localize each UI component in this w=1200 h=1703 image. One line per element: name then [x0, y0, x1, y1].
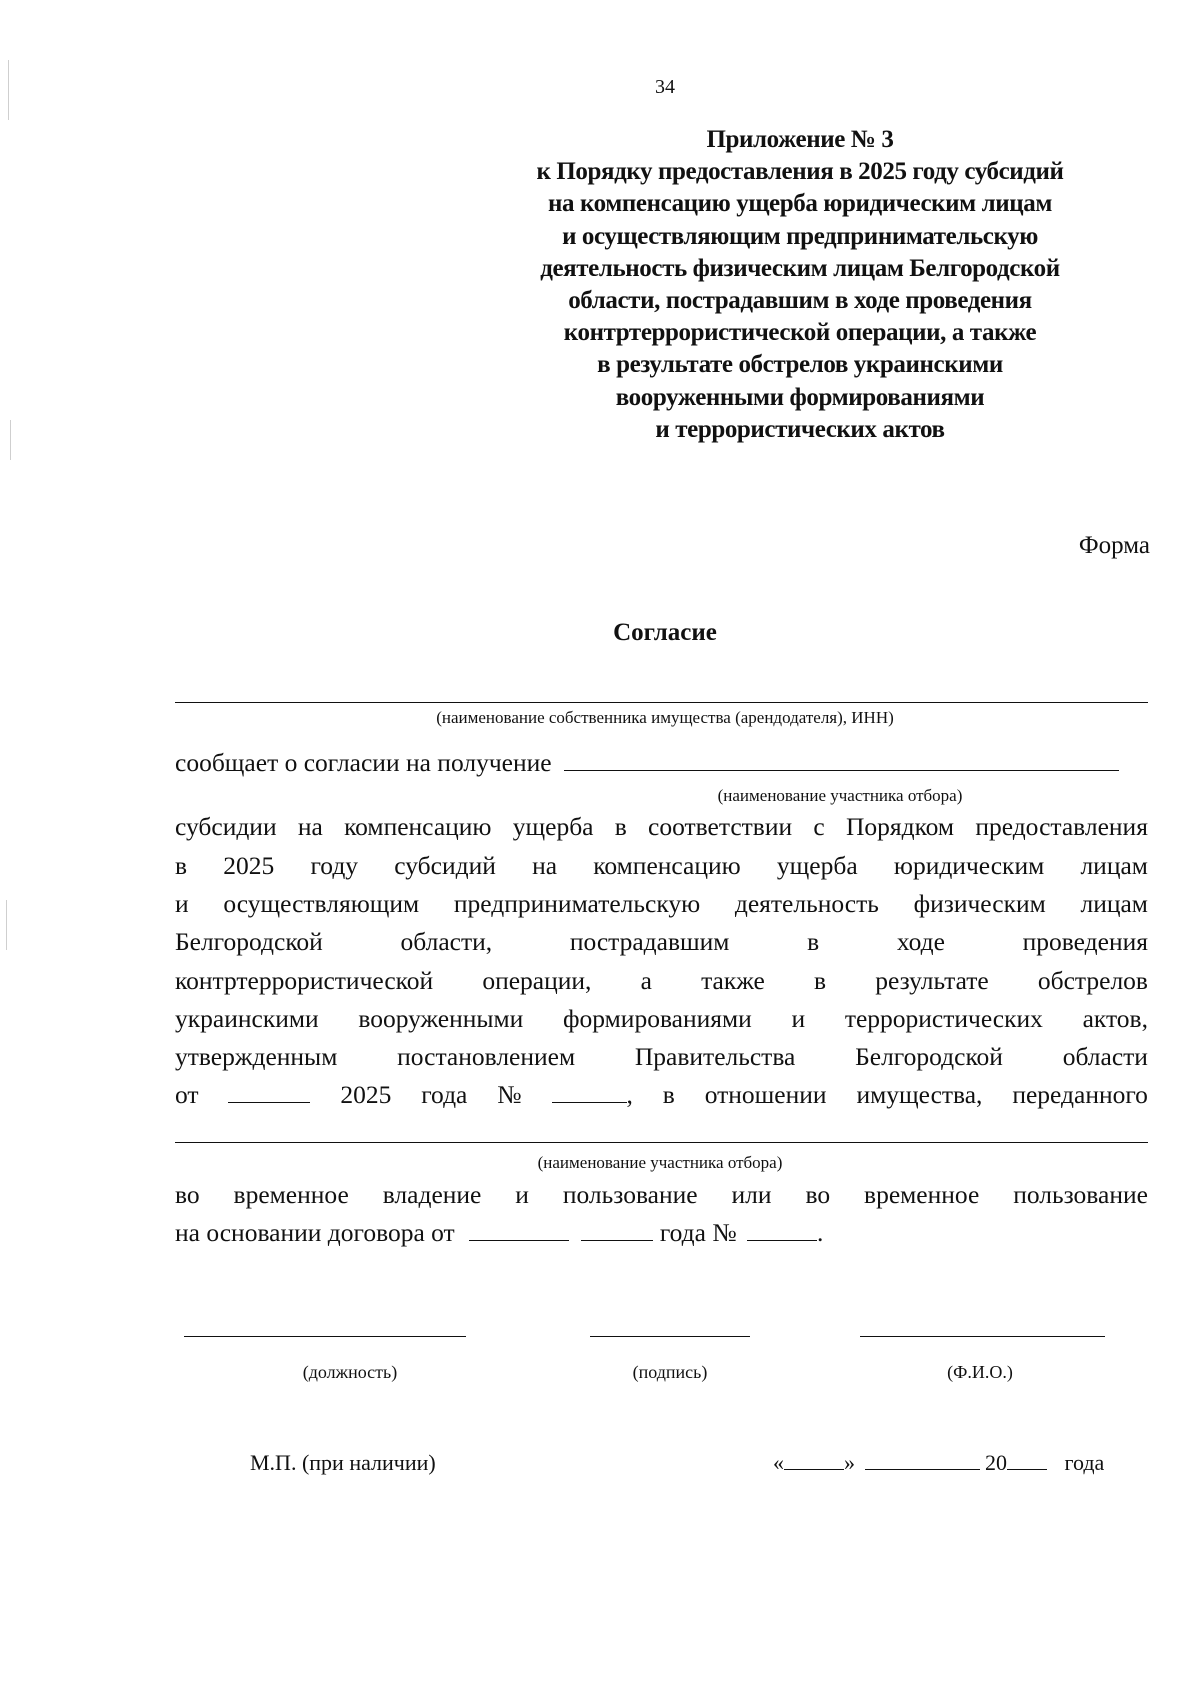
possession-word: временное: [864, 1180, 980, 1209]
participant-name-field[interactable]: [564, 748, 1119, 771]
body-line-7: [175, 1042, 1148, 1072]
decree-comma: ,: [626, 1080, 633, 1109]
body-word: компенсацию: [344, 812, 492, 841]
body-line-2: [175, 851, 1148, 881]
contract-end: .: [817, 1218, 824, 1247]
appendix-line: Приложение № 3: [706, 126, 894, 153]
decree-word: в: [662, 1080, 675, 1109]
scan-edge-mark: [10, 420, 11, 460]
body-word: террористических: [844, 1004, 1043, 1033]
body-word: результате: [875, 966, 989, 995]
body-word: в: [807, 927, 820, 956]
fio-field[interactable]: [860, 1336, 1105, 1337]
body-word: формированиями: [563, 1004, 752, 1033]
footer-day-field[interactable]: [784, 1451, 844, 1470]
body-word: и: [175, 889, 189, 918]
body-word: области,: [400, 927, 493, 956]
body-word: на: [532, 851, 558, 880]
body-word: компенсацию: [593, 851, 741, 880]
page-number: 34: [655, 76, 675, 98]
body-word: а: [640, 966, 652, 995]
decree-number-field[interactable]: [552, 1080, 627, 1103]
fio-label: (Ф.И.О.): [947, 1362, 1013, 1382]
decree-word: имущества,: [856, 1080, 983, 1109]
possession-word: или: [731, 1180, 772, 1209]
position-field[interactable]: [184, 1336, 466, 1337]
signature-label: (подпись): [632, 1362, 708, 1382]
body-word: контртеррористической: [175, 966, 434, 995]
decree-year-word: года: [421, 1080, 468, 1109]
decree-number-group: [552, 1080, 633, 1110]
signature-field[interactable]: [590, 1336, 750, 1337]
body-line-3: [175, 889, 1148, 919]
participant-caption: (наименование участника отбора): [717, 786, 963, 805]
body-word: деятельность: [734, 889, 879, 918]
contract-day-field[interactable]: [469, 1218, 569, 1241]
body-word: 2025: [223, 851, 275, 880]
open-quote: «: [773, 1450, 784, 1475]
body-word: субсидий: [394, 851, 496, 880]
body-word: предпринимательскую: [453, 889, 701, 918]
body-word: в: [175, 851, 188, 880]
participant-name-field-2[interactable]: [175, 1142, 1148, 1143]
body-word: предоставления: [975, 812, 1148, 841]
possession-word: временное: [233, 1180, 349, 1209]
body-line-4: [175, 927, 1148, 957]
possession-word: и: [515, 1180, 529, 1209]
decree-date-field[interactable]: [228, 1080, 310, 1103]
owner-name-field[interactable]: [175, 702, 1148, 703]
footer-year-field[interactable]: [1007, 1451, 1047, 1470]
decree-from: от: [175, 1080, 199, 1109]
possession-word: пользование: [562, 1180, 698, 1209]
body-word: юридическим: [893, 851, 1045, 880]
document-heading: Согласие: [613, 619, 717, 646]
body-word: обстрелов: [1037, 966, 1148, 995]
body-word: лицам: [1080, 889, 1148, 918]
contract-year-word: года №: [659, 1218, 737, 1247]
date-line: [773, 1450, 1104, 1476]
body-word: Белгородской: [175, 927, 323, 956]
contract-line: [175, 1218, 1148, 1248]
possession-word: во: [805, 1180, 831, 1209]
decree-number-sign: №: [497, 1080, 522, 1109]
stamp-label: М.П. (при наличии): [250, 1450, 436, 1475]
appendix-line: деятельность физическим лицам Белгородской: [540, 254, 1060, 282]
appendix-line: и террористических актов: [655, 415, 945, 443]
form-label: Форма: [1078, 532, 1150, 559]
footer-month-field[interactable]: [865, 1451, 980, 1470]
body-word: осуществляющим: [223, 889, 420, 918]
body-word: субсидии: [175, 812, 277, 841]
body-word: Порядком: [845, 812, 955, 841]
body-line-5: [175, 966, 1148, 996]
scan-edge-mark: [6, 900, 7, 950]
body-word: Белгородской: [855, 1042, 1003, 1071]
appendix-header: [450, 124, 1150, 446]
appendix-line: в результате обстрелов украинскими: [597, 351, 1003, 379]
body-word: ущерба: [776, 851, 858, 880]
appendix-line: контртеррористической операции, а также: [563, 319, 1037, 347]
body-word: пострадавшим: [569, 927, 730, 956]
body-word: году: [310, 851, 359, 880]
decree-line: [175, 1080, 1148, 1110]
contract-prefix: на основании договора от: [175, 1218, 455, 1247]
body-word: операции,: [482, 966, 592, 995]
body-word: проведения: [1022, 927, 1148, 956]
body-word: утвержденным: [175, 1042, 338, 1071]
body-word: ходе: [896, 927, 945, 956]
body-word: физическим: [913, 889, 1046, 918]
contract-number-field[interactable]: [747, 1218, 817, 1241]
body-word: лицам: [1080, 851, 1148, 880]
body-word: и: [791, 1004, 806, 1033]
decree-word: переданного: [1012, 1080, 1148, 1109]
participant-caption-2: (наименование участника отбора): [537, 1153, 783, 1172]
footer-century: 20: [985, 1450, 1007, 1475]
possession-word: во: [175, 1180, 200, 1209]
footer-year-word: года: [1064, 1450, 1105, 1475]
body-line-1: [175, 812, 1148, 842]
body-word: области: [1062, 1042, 1148, 1071]
body-word: также: [701, 966, 765, 995]
decree-word: отношении: [704, 1080, 827, 1109]
position-label: (должность): [302, 1362, 398, 1382]
consent-line: [175, 748, 1148, 778]
possession-word: владение: [382, 1180, 482, 1209]
body-word: в: [614, 812, 627, 841]
body-word: актов,: [1082, 1004, 1148, 1033]
appendix-line: области, пострадавшим в ходе проведения: [568, 287, 1032, 315]
appendix-line: к Порядку предоставления в 2025 году субсидий: [536, 158, 1064, 186]
body-word: соответствии: [648, 812, 793, 841]
body-word: с: [813, 812, 825, 841]
body-word: украинскими: [175, 1004, 319, 1033]
possession-line: [175, 1180, 1148, 1210]
appendix-line: и осуществляющим предпринимательскую: [562, 222, 1038, 250]
decree-year: 2025: [340, 1080, 392, 1109]
body-word: в: [814, 966, 827, 995]
close-quote: »: [844, 1450, 855, 1475]
appendix-line: вооруженными формированиями: [615, 383, 985, 411]
body-word: на: [297, 812, 323, 841]
appendix-line: на компенсацию ущерба юридическим лицам: [547, 190, 1053, 218]
body-word: вооруженными: [358, 1004, 524, 1033]
possession-word: пользование: [1013, 1180, 1148, 1209]
body-word: ущерба: [512, 812, 594, 841]
body-word: постановлением: [397, 1042, 576, 1071]
consent-prefix: сообщает о согласии на получение: [175, 748, 552, 777]
contract-month-field[interactable]: [581, 1218, 653, 1241]
owner-name-caption: (наименование собственника имущества (арендодателя), ИНН): [436, 708, 894, 727]
body-word: Правительства: [634, 1042, 796, 1071]
body-line-6: [175, 1004, 1148, 1034]
